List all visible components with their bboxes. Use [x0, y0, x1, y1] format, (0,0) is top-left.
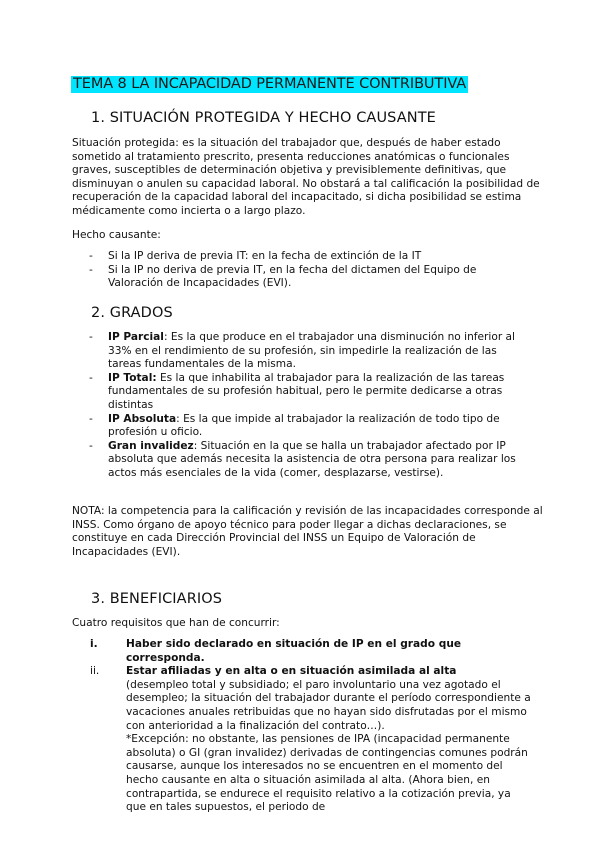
list-item — [72, 331, 532, 372]
requisito-text: (desempleo total y subsidiado; el paro involuntario una vez agotado el desempleo; la situación del trabajador durante el período correspondiente a vacaciones anuales retribuidas que no hayan sido disfrutadas por el mismo con anterioridad a la finalización del contrato…). — [126, 678, 531, 732]
nota-paragraph: NOTA: la competencia para la calificación y revisión de las incapacidades corresponde al INSS. Como órgano de apoyo técnico para poder llegar a dichas declaraciones, se constituye en cada Dirección Provincial del INSS un Equipo de Valoración de Incapacidades (EVI). — [72, 505, 543, 558]
bullet-marker: - — [89, 412, 93, 425]
roman-marker: ii. — [90, 665, 100, 678]
list-item — [72, 665, 532, 815]
requisito-term: Estar afiliadas y en alta o en situación asimilada al alta — [126, 665, 457, 678]
bullet-marker: - — [89, 439, 93, 452]
requisitos-intro: Cuatro requisitos que han de concurrir: — [72, 617, 280, 629]
document-title: TEMA 8 LA INCAPACIDAD PERMANENTE CONTRIBUTIVA — [73, 76, 467, 92]
list-item — [72, 413, 532, 440]
bullet-marker: - — [89, 371, 93, 384]
grado-term: IP Total: — [108, 371, 157, 384]
list-item — [72, 250, 532, 264]
section1-heading: 1. SITUACIÓN PROTEGIDA Y HECHO CAUSANTE — [91, 110, 436, 126]
grado-text: Es la que inhabilita al trabajador para la realización de las tareas fundamentales de su profesión habitual, pero le permite dedicarse a otras distintas — [108, 371, 505, 411]
list-item — [72, 372, 532, 413]
requisito-exception: *Excepción: no obstante, las pensiones de IPA (incapacidad permanente absoluta) o GI (gran invalidez) derivadas de contingencias comunes podrán causarse, aunque los interesados no se encuentren en el momento del hecho causante en alta o situación asimilada al alta. (Ahora bien, en contrapartida, se endurece el requisito relativo a la cotización previa, ya que en tales supuestos, el periodo de — [126, 733, 528, 814]
grado-text: : Es la que produce en el trabajador una disminución no inferior al 33% en el rendimiento de su profesión, sin impedirle la realización de las tareas fundamentales de la misma. — [108, 331, 515, 371]
section1-paragraph: Situación protegida: es la situación del trabajador que, después de haber estado sometido al tratamiento prescrito, presenta reducciones anatómicas o funcionales graves, susceptibles de determinación objetiva y previsiblemente definitivas, que disminuyan o anulen su capacidad laboral. No obstará a tal calificación la posibilidad de recuperación de la capacidad laboral del incapacitado, si dicha posibilidad se estima médicamente como incierta o a largo plazo. — [72, 137, 540, 217]
grados-list — [72, 331, 532, 481]
requisito-text: Haber sido declarado en situación de IP en el grado que corresponda. — [126, 638, 462, 664]
list-item — [72, 638, 532, 665]
grado-text: : Es la que impide al trabajador la realización de todo tipo de profesión u oficio. — [108, 412, 500, 439]
section2-heading: 2. GRADOS — [91, 305, 173, 321]
roman-marker: i. — [90, 638, 98, 650]
title-wrap — [71, 73, 468, 93]
bullet-marker: - — [89, 331, 93, 343]
bullet-marker: - — [89, 263, 93, 276]
grado-term: Gran invalidez — [108, 439, 194, 452]
list-item-text: Si la IP deriva de previa IT: en la fecha de extinción de la IT — [108, 250, 422, 262]
hecho-causante-list — [72, 250, 532, 291]
list-item — [72, 264, 532, 291]
hecho-causante-label: Hecho causante: — [72, 229, 161, 241]
section3-heading: 3. BENEFICIARIOS — [91, 591, 223, 607]
grado-term: IP Parcial — [108, 331, 164, 343]
grado-text: : Situación en la que se halla un trabajador afectado por IP absoluta que además necesita la asistencia de otra persona para realizar los actos más esenciales de la vida (comer, desplazarse, vestirse). — [108, 439, 516, 479]
list-item — [72, 440, 532, 481]
grado-term: IP Absoluta — [108, 412, 177, 425]
bullet-marker: - — [89, 250, 93, 262]
list-item-text: Si la IP no deriva de previa IT, en la fecha del dictamen del Equipo de Valoración de Incapacidades (EVI). — [108, 263, 477, 290]
requisitos-list — [72, 638, 532, 815]
